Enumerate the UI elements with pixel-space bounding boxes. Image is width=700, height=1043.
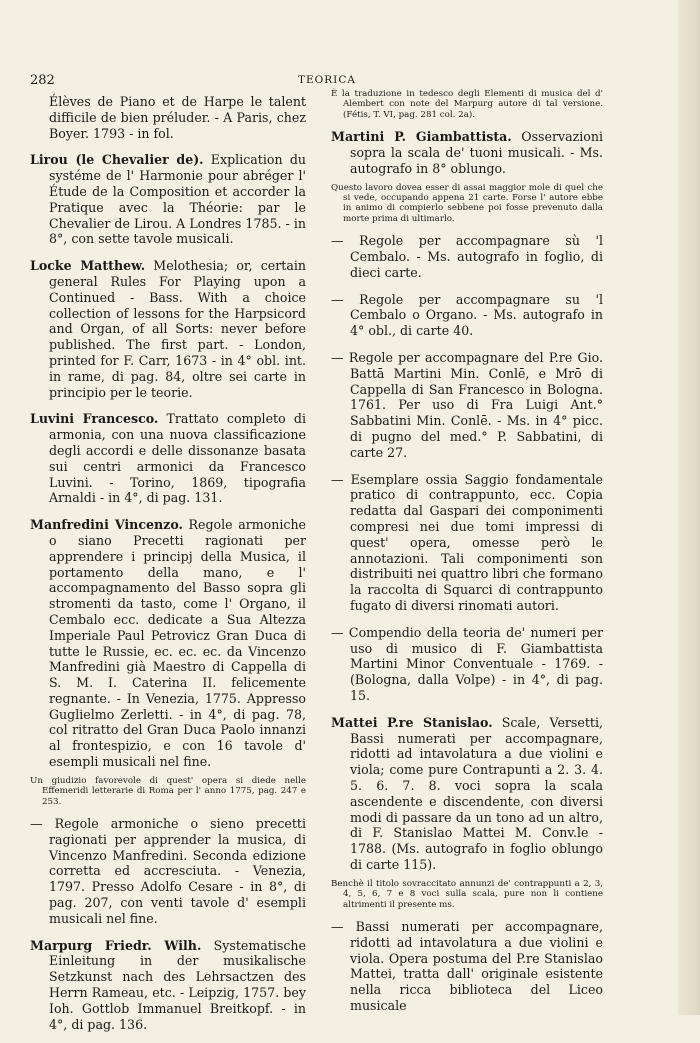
entry-author: Marpurg Friedr. Wilh. — [30, 937, 202, 953]
entry-text: Élèves de Piano et de Harpe le talent difficile de bien préluder. - A Paris, chez Boyer. 1793 - in fol. — [49, 94, 306, 141]
footnote-paragraph — [30, 776, 306, 807]
entry-text: Systematische Einleitung in der musikalische Setzkunst nach des Lehrsactzen des Herrn Rameau, etc. - Leipzig, 1757. bey Ioh. Gottlob Immanuel Breitkopf. - in 4°, di pag. 136. — [49, 937, 306, 1032]
entry-author: Luvini Francesco. — [30, 411, 159, 427]
catalog-entry — [331, 472, 603, 614]
entry-text: — Compendio della teoria de' numeri per uso di musico di F. Giambattista Martini Minor Conventuale - 1769. - (Bologna, dalla Volpe) - in 4°, di pag. 15. — [331, 624, 603, 703]
entry-text: Questo lavoro dovea esser di assai maggior mole di quel che si vede, occupando appena 21 carte. Forse l' autore ebbe in animo di compierlo sebbene poi fosse prevenuto dalla morte prima di ultimarlo. — [331, 182, 603, 224]
right-column — [331, 89, 603, 1025]
footnote-paragraph — [331, 89, 603, 120]
page-edge-shadow — [678, 0, 700, 1015]
page-header — [30, 73, 670, 89]
entry-author: Martini P. Giambattista. — [331, 129, 512, 145]
entry-text: — Esemplare ossia Saggio fondamentale pratico di contrappunto, ecc. Copia redatta dal Gaspari dei componimenti compresi nei due tomi impressi di quest' opera, omesse però le annotazioni. Tali componimenti son distribuiti nei quattro libri che formano la raccolta di Squarci di contrappunto fugato di diversi rinomati autori. — [331, 471, 603, 613]
footnote-paragraph — [331, 879, 603, 910]
running-title: TEORICA — [298, 74, 356, 86]
entry-text: Melothesia; or, certain general Rules For Playing upon a Continued - Bass. With a choice collection of lessons for the Harpsicord and Organ, of all Sorts: never before published. The first part. - London, printed for F. Carr, 1673 - in 4° obl. int. in rame, di pag. 84, oltre sei carte in principio per le teorie. — [49, 258, 306, 400]
entry-text: Benchè il titolo sovraccitato annunzi de' contrappunti a 2, 3, 4, 5, 6, 7 e 8 voci sulla scala, pure non li contiene altrimenti il presente ms. — [331, 878, 603, 910]
entry-text: Scale, Versetti, Bassi numerati per accompagnare, ridotti ad intavolatura a due violini e viola; come pure Contrapunti a 2. 3. 4. 5. 6. 7. 8. voci sopra la scala ascendente e discendente, con diversi modi di passare da un tono ad un altro, di F. Stanislao Mattei M. Conv.le - 1788. (Ms. autografo in foglio oblungo di carte 115). — [350, 714, 603, 872]
catalog-entry — [331, 129, 603, 176]
entry-author: Lirou (le Chevalier de). — [30, 152, 204, 168]
catalog-entry — [331, 292, 603, 339]
entry-author: Locke Matthew. — [30, 258, 146, 274]
catalog-entry — [30, 411, 306, 506]
catalog-entry — [331, 350, 603, 461]
entry-text: Regole armoniche o siano Precetti ragionati per apprendere i principj della Musica, il portamento della mano, e l' accompagnamento del Basso sopra gli stromenti da tasto, come l' Organo, il Cembalo ecc. dedicate a Sua Altezza Imperiale Paul Petrovicz Gran Duca di tutte le Russie, ec. ec. ec. da Vincenzo Manfredini già Maestro di Cappella di S. M. I. Caterina II. felicemente regnante. - In Venezia, 1775. Appresso Guglielmo Zerletti. - in 4°, di pag. 78, col ritratto del Gran Duca Paolo innanzi al frontespizio, e con 16 tavole d' esempli musicali nel fine. — [49, 517, 307, 770]
entry-text: — Regole per accompagnare su 'l Cembalo o Organo. - Ms. autografo in 4° obl., di carte 40. — [331, 291, 603, 339]
entry-text: — Bassi numerati per accompagnare, ridotti ad intavolatura a due violini e viola. Opera postuma del P.re Stanislao Mattei, tratta dall' originale esistente nella ricca biblioteca del Liceo musicale — [331, 918, 603, 1013]
catalog-entry — [331, 625, 603, 704]
entry-text: — Regole per accompagnare del P.re Gio. Battā Martini Min. Conlē, e Mrō di Cappella di San Francesco in Bologna. 1761. Per uso di Fra Luigi Ant.° Sabbatini Min. Conlē. - Ms. in 4° picc. di pugno del med.° P. Sabbatini, di carte 27. — [331, 350, 603, 460]
footnote-paragraph — [331, 183, 603, 225]
catalog-entry — [331, 233, 603, 280]
catalog-entry — [30, 517, 306, 770]
entry-text: Osservazioni sopra la scala de' tuoni musicali. - Ms. autografo in 8° oblungo. — [350, 129, 603, 176]
catalog-entry — [30, 258, 306, 400]
entry-text: Un giudizio favorevole di quest' opera si diede nelle Effemeridi letterarie di Roma per l' anno 1775, pag. 247 e 253. — [30, 775, 306, 807]
catalog-entry — [331, 715, 603, 873]
entry-text: — Regole armoniche o sieno precetti ragionati per apprender la musica, di Vincenzo Manfredini. Seconda edizione corretta ed accresciuta. - Venezia, 1797. Presso Adolfo Cesare - in 8°, di pag. 207, con venti tavole d' esempli musicali nel fine. — [30, 816, 306, 926]
entry-text: Explication du systéme de l' Harmonie pour abréger l' Étude de la Composition et accorder la Pratique avec la Théorie: par le Chevalier de Lirou. A Londres 1785. - in 8°, con sette tavole musicali. — [49, 152, 306, 247]
catalog-entry — [30, 94, 306, 141]
entry-text: Trattato completo di armonia, con una nuova classificazione degli accordi e delle dissonanze basata sui centri armonici da Francesco Luvini. - Torino, 1869, tipografia Arnaldi - in 4°, di pag. 131. — [49, 411, 306, 506]
catalog-entry — [30, 938, 306, 1033]
entry-text: È la traduzione in tedesco degli Elementi di musica del d' Alembert con note del Marpurg autore di tal versione. (Fétis, T. VI, pag. 281 col. 2a). — [331, 89, 603, 120]
catalog-entry — [30, 152, 306, 247]
entry-author: Mattei P.re Stanislao. — [331, 714, 493, 730]
catalog-entry — [30, 816, 306, 927]
entry-author: Manfredini Vincenzo. — [30, 517, 183, 533]
entry-text: — Regole per accompagnare sù 'l Cembalo. - Ms. autografo in foglio, di dieci carte. — [331, 233, 603, 280]
left-column — [30, 94, 306, 1043]
catalog-entry — [331, 919, 603, 1014]
page-number: 282 — [30, 73, 55, 88]
